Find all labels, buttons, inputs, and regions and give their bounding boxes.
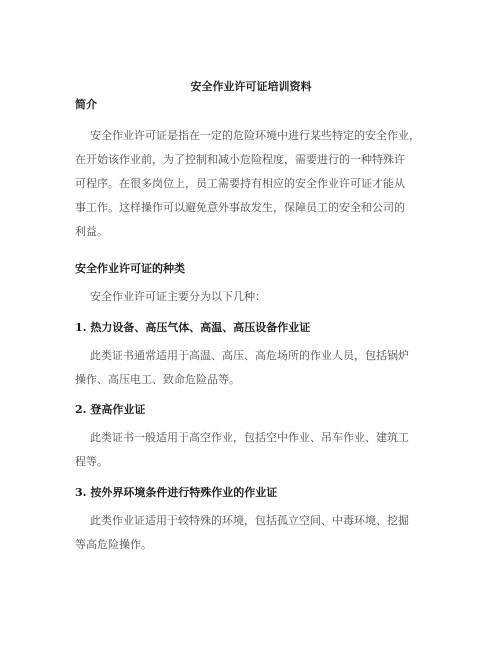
types-heading: 安全作业许可证的种类 <box>75 262 185 275</box>
section-1-paragraph <box>75 344 435 392</box>
types-intro-paragraph <box>75 285 435 309</box>
intro-line: 在开始该作业前，为了控制和减小危险程度，需要进行的一种特殊许 <box>75 153 405 166</box>
section-2-paragraph <box>75 426 435 474</box>
section-1-line: 此类证书通常适用于高温、高压、高危场所的作业人员，包括锅炉 <box>90 349 409 362</box>
section-3-line: 等高危险操作。 <box>75 538 152 551</box>
section-2-line: 程等。 <box>75 455 108 468</box>
section-1-line: 操作、高压电工、致命危险品等。 <box>75 373 240 386</box>
intro-paragraph <box>75 124 435 244</box>
section-3-paragraph <box>75 509 435 557</box>
intro-heading: 简介 <box>75 98 97 111</box>
intro-line: 可程序。在很多岗位上，员工需要持有相应的安全作业许可证才能从 <box>75 177 405 190</box>
section-2-heading: 2. 登高作业证 <box>75 403 146 416</box>
section-2-line: 此类证书一般适用于高空作业，包括空中作业、吊车作业、建筑工 <box>90 431 409 444</box>
document-title: 安全作业许可证培训资料 <box>190 80 312 93</box>
intro-line: 事工作。这样操作可以避免意外事故发生，保障员工的安全和公司的 <box>75 201 405 214</box>
intro-line: 利益。 <box>75 225 108 238</box>
types-intro-line: 安全作业许可证主要分为以下几种： <box>90 290 266 303</box>
section-3-line: 此类作业证适用于较特殊的环境，包括孤立空间、中毒环境、挖掘 <box>90 514 409 527</box>
section-1-heading: 1. 热力设备、高压气体、高温、高压设备作业证 <box>75 321 311 334</box>
intro-line: 安全作业许可证是指在一定的危险环境中进行某些特定的安全作业， <box>90 129 420 142</box>
section-3-heading: 3. 按外界环境条件进行特殊作业的作业证 <box>75 486 278 499</box>
